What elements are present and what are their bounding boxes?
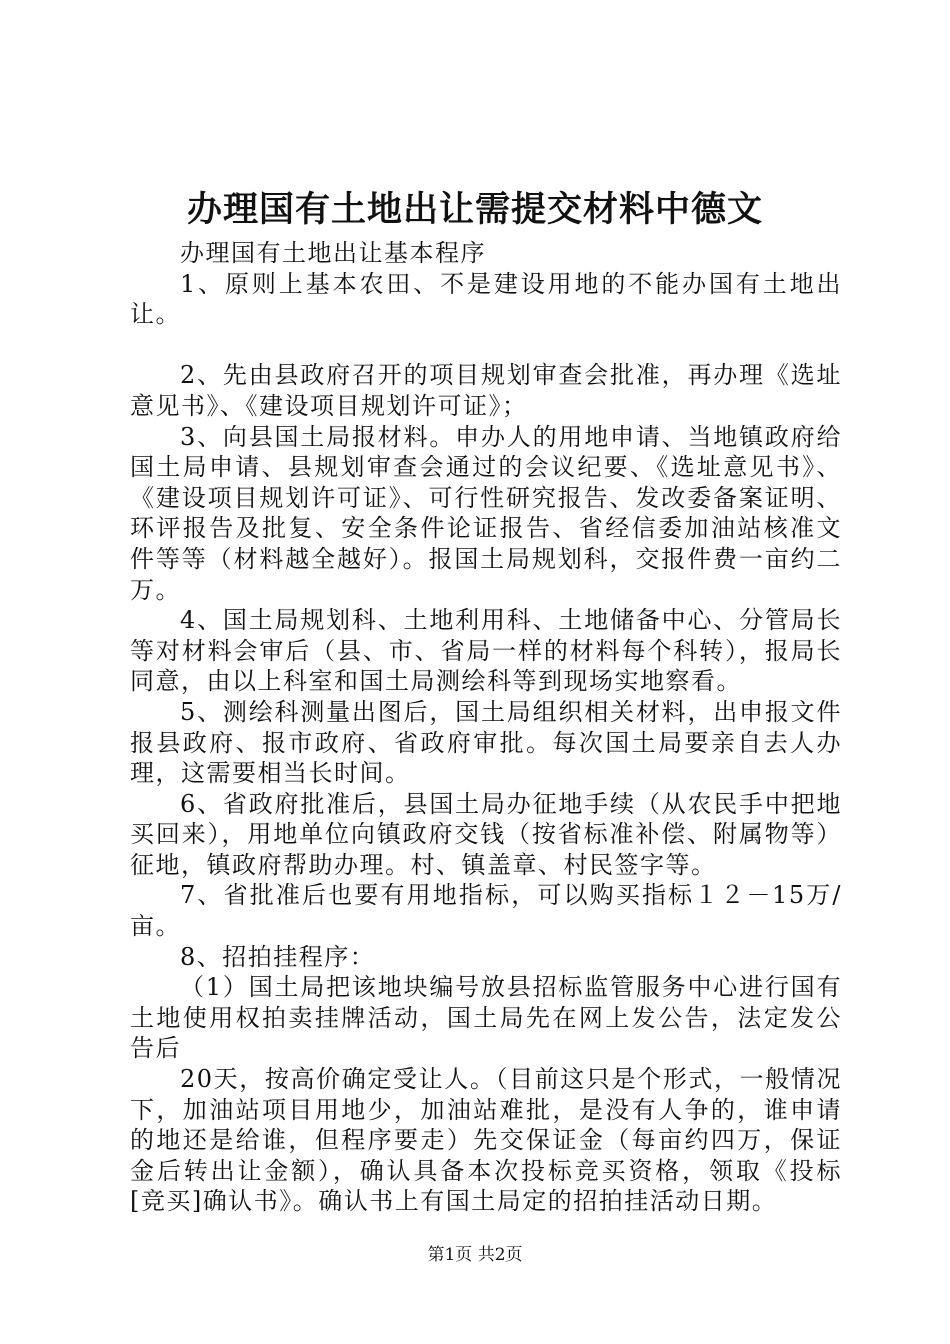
paragraph-step-8-1-continued: 20天，按高价确定受让人。（目前这只是个形式，一般情况下，加油站项目用地少，加油站难批，是没有人争的，谁申请的地还是给谁，但程序要走）先交保证金（每亩约四万，保证金后转出让金额），确认具备本次投标竞买资格，领取《投标[竞买]确认书》。确认书上有国土局定的招拍挂活动日期。 <box>130 1065 842 1216</box>
paragraph-step-8: 8、招拍挂程序： <box>180 942 376 971</box>
page-footer: 第1页 共2页 <box>427 1245 523 1265</box>
blank-line <box>130 330 842 361</box>
paragraph-step-3: 3、向县国土局报材料。申办人的用地申请、当地镇政府给国土局申请、县规划审查会通过的会议纪要、《选址意见书》、《建设项目规划许可证》、可行性研究报告、发改委备案证明、环评报告及批复、安全条件论证报告、省经信委加油站核准文件等等（材料越全越好）。报国土局规划科，交报件费一亩约二万。 <box>130 422 842 604</box>
paragraph-step-5: 5、测绘科测量出图后，国土局组织相关材料，出申报文件报县政府、报市政府、省政府审批。每次国土局要亲自去人办理，这需要相当长时间。 <box>130 697 842 788</box>
paragraph-step-8-1: （1）国土局把该地块编号放县招标监管服务中心进行国有土地使用权拍卖挂牌活动，国土局先在网上发公告，法定发公告后 <box>130 973 842 1063</box>
document-title: 办理国有土地出让需提交材料中德文 <box>186 189 763 230</box>
paragraph-step-4: 4、国土局规划科、土地利用科、土地储备中心、分管局长等对材料会审后（县、市、省局一样的材料每个科转），报局长同意，由以上科室和国土局测绘科等到现场实地察看。 <box>130 606 842 696</box>
paragraph-intro: 办理国有土地出让基本程序 <box>180 239 486 267</box>
paragraph-step-7: 7、省批准后也要有用地指标，可以购买指标１２－15万/亩。 <box>130 881 842 941</box>
paragraph-step-6: 6、省政府批准后，县国土局办征地手续（从农民手中把地买回来），用地单位向镇政府交钱（按省标准补偿、附属物等）征地，镇政府帮助办理。村、镇盖章、村民签字等。 <box>130 789 842 879</box>
paragraph-step-1: 1、原则上基本农田、不是建设用地的不能办国有土地出让。 <box>130 269 842 329</box>
document-body <box>130 238 842 1217</box>
paragraph-step-2: 2、先由县政府召开的项目规划审查会批准，再办理《选址意见书》、《建设项目规划许可证》； <box>130 361 842 420</box>
